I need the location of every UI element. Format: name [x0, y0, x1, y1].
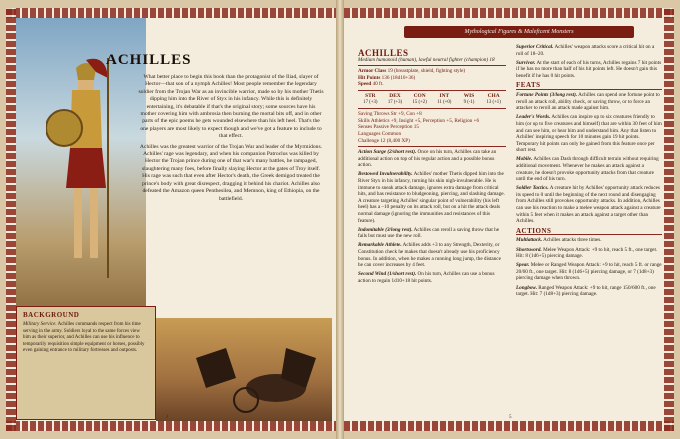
action: Shortsword. Melee Weapon Attack: +9 to hit, reach 5 ft., one target. Hit: 8 (1d6+5) piercing damage. [516, 246, 658, 260]
skills: Skills Athletics +9, Insight +5, Perception +5, Religion +6 [358, 117, 480, 124]
trait: Second Wind (1/short rest). On his turn, Achilles can use a bonus action to regain 1d10+18 hit points. [358, 271, 495, 284]
background-body: Achilles commands respect from his time serving in the army. Soldiers loyal to the same forces view him as their superior, and Achilles can use his influence to temporarily requisition simple equipment or horses, possibly even gaining entrance to military fortresses and outposts. [23, 322, 145, 354]
actions-heading: ACTIONS [516, 228, 662, 236]
trait: Action Surge (2/short rest). Once on his turn, Achilles can take an additional action on top of his regular action and a possible bonus action. [358, 149, 497, 169]
ability-score: 11 (+0) [437, 99, 452, 105]
warrior-figure-icon [46, 58, 116, 288]
greek-key-border-bottom [6, 421, 336, 431]
page-number: 5 [509, 415, 512, 420]
stat-block-column-2 [516, 44, 662, 300]
history-paragraph: Achilles was the greatest warrior of the Trojan War and leader of the Myrmidons. Achilles' rage was legendary, and when his companion Patroclus was killed by Hector the Trojan prince during one of that war's many battles, he rampaged, slaughtering many foes, before finally slaying Hector at the gates of Troy itself. His rage was such that even after Hector's death, the Greek demigod treated the prince's body with great disrespect, dragging it behind his chariot. Achilles also defeated the Amazon queen Penthesilea, and Memnon, king of Ethiopia, on the battlefield. [139, 143, 323, 202]
intro-paragraph: What better place to begin this book than the protagonist of the Iliad, slayer of Hector—that son of a nymph Achilles! Most people remember the legendary soldier from the Trojan War as an invincible warrior, made so by his mother Thetis dipping him into the River of Styx in his infancy. While this is definitely entertaining, it's debatable if that's the original story; some sources have his mother covering him with ambrosia then burning the mortal bits off, and in other parts of the epic poems he gets wounded elsewhere than his left heel. That's the one players are most likely to expect though and we've got a feature to include to that effect. [138, 74, 324, 140]
trait: Remarkable Athlete. Achilles adds +3 to any Strength, Dexterity, or Constitution check he makes that doesn't already use his proficiency bonus. In addition, when he makes a running long jump, the distance he can cover increases by 4 feet. [358, 242, 501, 269]
ability-name: CON [413, 92, 426, 99]
page-number: 4 [166, 415, 169, 420]
hit-points: Hit Points 136 (18d10+36) [358, 74, 416, 81]
divider [358, 108, 506, 109]
ability-score: 13 (+1) [486, 99, 501, 105]
feats-heading: FEATS [516, 82, 662, 90]
challenge: Challenge 12 (8,400 XP) [358, 137, 410, 144]
ability-score: 9 (-1) [463, 99, 475, 105]
ability-scores [358, 93, 506, 106]
chariot-icon [156, 318, 332, 421]
running-head: Mythological Figures & Maleficent Monsters [404, 26, 634, 38]
trait: Bestowed Invulnerability. Achilles' mother Thetis dipped him into the River Styx in his infancy, turning his skin nigh-invulnerable. He is immune to sneak attack damage, ignores extra damage from critical hits, and has resistance to bludgeoning, piercing, and slashing damage. A creature targeting Achilles' singular point of vulnerability (his left heel) has a –10 penalty on its attack roll, but on a hit the attack deals normal damage (ignoring the immunities and resistances of this feature). [358, 171, 505, 224]
left-page [6, 8, 336, 431]
background-text [23, 322, 149, 355]
greek-key-border-left [6, 8, 16, 431]
trait: Superior Critical. Achilles' weapon attacks score a critical hit on a roll of 18–20. [516, 44, 655, 57]
ability-name: WIS [463, 92, 475, 99]
action: Longbow. Ranged Weapon Attack: +9 to hit, range 150/600 ft., one target. Hit: 7 (1d8+3) piercing damage. [516, 284, 656, 298]
stat-block-name: ACHILLES [358, 48, 409, 58]
stat-block-type: Medium humanoid (human), lawful neutral fighter (champion) 18 [358, 56, 495, 63]
saving-throws: Saving Throws Str +9, Con +8 [358, 111, 422, 118]
book-gutter [336, 0, 344, 439]
feat: Mobile. Achilles can Dash through difficult terrain without requiring additional movement. Whenever he makes an attack against a creature, he doesn't provoke opportunity attacks from that creature until the end of his turn. [516, 156, 659, 183]
divider [358, 90, 506, 91]
ability-score: 17 (+3) [387, 99, 403, 105]
speed: Speed 40 ft. [358, 81, 384, 88]
senses: Senses Passive Perception 15 [358, 124, 419, 131]
greek-key-border-bottom [344, 421, 674, 431]
background-box [16, 306, 156, 420]
trait: Survivor. At the start of each of his turns, Achilles regains 7 hit points if he has no more than half of his hit points left. He doesn't gain this benefit if he has 0 hit points. [516, 59, 662, 79]
greek-key-border-top [6, 8, 336, 18]
intro-text [138, 74, 324, 206]
stat-block-column-1 [358, 50, 506, 287]
ability-name: CHA [487, 92, 500, 99]
feat: Leader's Words. Achilles can inspire up to six creatures friendly to him (or up to five creatures and himself) that are within 30 feet of him and can see him, or hear him and understand him. Any that listen to Achilles' inspiring speech for 10 minutes gain 19 hit points. Temporary hit points can only be gained from this feature once per short rest. [516, 114, 662, 154]
trait: Indomitable (3/long rest). Achilles can reroll a saving throw that he fails but must use the new roll. [358, 226, 500, 240]
ability-score: 15 (+2) [412, 99, 427, 105]
greek-key-border-right [664, 8, 674, 431]
page-title: ACHILLES [106, 52, 192, 68]
armor-class: Armor Class 19 (breastplate, shield, fighting style) [358, 68, 466, 75]
background-heading: BACKGROUND [23, 311, 80, 319]
languages: Languages Common [358, 130, 402, 137]
greek-key-border-top [344, 8, 674, 18]
ability-score: 17 (+3) [363, 99, 378, 105]
right-page [344, 8, 674, 431]
action: Spear. Melee or Ranged Weapon Attack: +9 to hit, reach 5 ft. or range 20/60 ft., one target. Hit: 8 (1d6+5) piercing damage, or 7 (1d8+3) piercing damage when thrown. [516, 262, 662, 282]
action: Multiattack. Achilles attacks three times. [516, 237, 602, 244]
divider [358, 146, 506, 147]
ability-name: DEX [389, 92, 401, 99]
feat: Fortune Points (3/long rest). Achilles can spend one fortune point to reroll an attack roll, ability check, or saving throw, or to force an attacker to reroll an attack made against him. [516, 92, 660, 112]
feat: Soldier Tactics. A creature hit by Achilles' opportunity attack reduces its speed to 0 until the beginning of the next round and disengaging from Achilles still provokes opportunity attacks. In addition, Achilles can use his reaction to make a melee weapon attack against a creature within 5 feet when it makes an attack against a target other than Achilles. [516, 185, 661, 225]
divider [358, 65, 506, 66]
background-term: Military Service. [23, 322, 57, 327]
ability-name: INT [439, 92, 450, 99]
ability-name: STR [365, 92, 376, 99]
battle-scene-illustration [156, 318, 332, 421]
